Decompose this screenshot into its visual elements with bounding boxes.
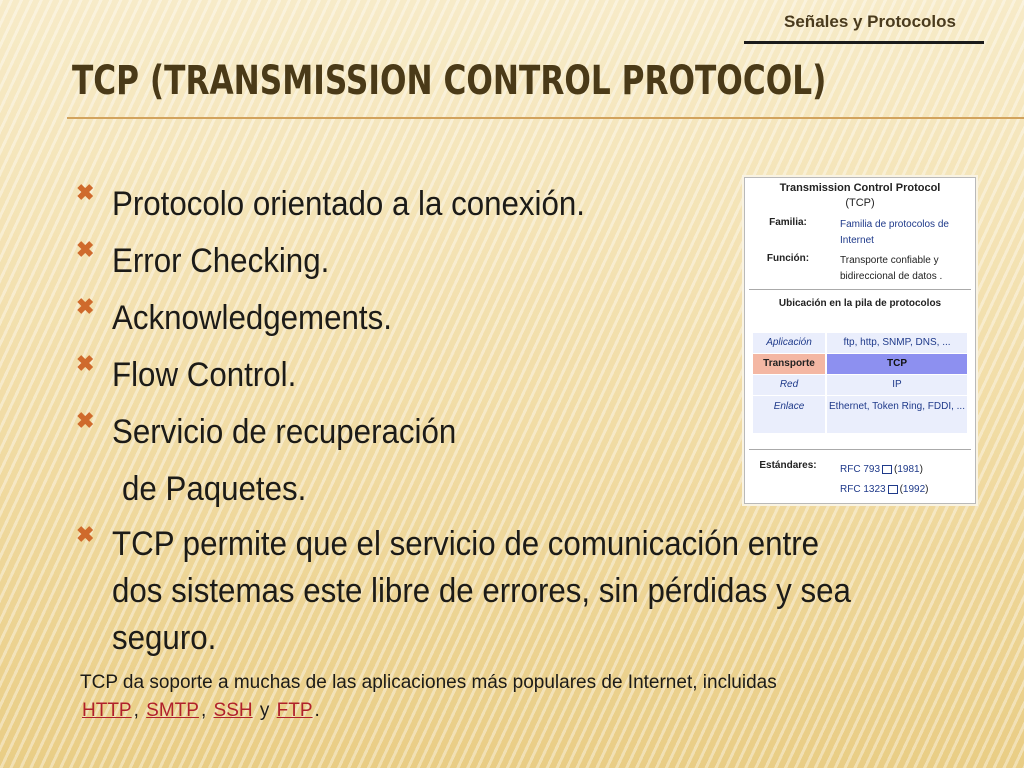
- rfc-link[interactable]: RFC 1323: [840, 484, 886, 495]
- link-ftp[interactable]: FTP: [276, 700, 313, 721]
- bullet-text: Protocolo orientado a la conexión.: [112, 185, 585, 223]
- funcion-label: Función:: [766, 253, 810, 264]
- footnote-sep: ,: [200, 700, 207, 721]
- list-item: [76, 518, 906, 662]
- stack-protocols[interactable]: IP: [827, 375, 967, 395]
- stack-protocols[interactable]: Ethernet, Token Ring, FDDI, ...: [827, 396, 967, 433]
- rfc-year[interactable]: 1992: [902, 484, 926, 495]
- protocol-stack: [753, 333, 967, 434]
- familia-value[interactable]: Familia de protocolos de Internet: [840, 219, 949, 246]
- bullet-text: Acknowledgements.: [112, 299, 392, 337]
- rfc-link[interactable]: RFC 793: [840, 464, 881, 475]
- footnote-text: TCP da soporte a muchas de las aplicaciones más populares de Internet, incluidas: [80, 672, 777, 693]
- footnote-conj: y: [259, 700, 270, 721]
- infobox-subtitle: (TCP): [845, 197, 875, 209]
- infobox-funcion-row: [745, 247, 975, 283]
- infobox-divider: [749, 289, 971, 290]
- x-mark-icon: ✖: [76, 351, 95, 376]
- slide-title: TCP (TRANSMISSION CONTROL PROTOCOL): [72, 58, 827, 104]
- standards-label: Estándares:: [759, 460, 817, 471]
- link-smtp[interactable]: SMTP: [146, 700, 199, 721]
- stack-layer[interactable]: Aplicación: [753, 333, 825, 353]
- standards-value: RFC 793 (1981) RFC 1323 (1992): [840, 464, 929, 495]
- x-mark-icon: ✖: [76, 408, 95, 433]
- infobox-familia-row: [745, 211, 975, 247]
- x-mark-icon: ✖: [76, 180, 95, 205]
- stack-protocols[interactable]: ftp, http, SNMP, DNS, ...: [827, 333, 967, 353]
- stack-row: [753, 333, 967, 353]
- familia-label: Familia:: [769, 217, 807, 228]
- stack-protocols: TCP: [827, 354, 967, 374]
- stack-row: [753, 354, 967, 374]
- header-underline: [744, 41, 984, 44]
- bullet-text: Flow Control.: [112, 356, 297, 394]
- stack-layer: Transporte: [753, 354, 825, 374]
- x-mark-icon: ✖: [76, 237, 95, 262]
- stack-row: [753, 375, 967, 395]
- bullet-text: TCP permite que el servicio de comunicación entre dos sistemas este libre de errores, sin pérdidas y sea seguro.: [112, 525, 851, 657]
- link-ssh[interactable]: SSH: [213, 700, 253, 721]
- stack-layer[interactable]: Enlace: [753, 396, 825, 433]
- footnote-end: .: [314, 700, 320, 721]
- bullet-text: Error Checking.: [112, 242, 330, 280]
- external-link-icon: [882, 465, 892, 474]
- title-rule: [67, 117, 1024, 119]
- stack-layer[interactable]: Red: [753, 375, 825, 395]
- header-tag: Señales y Protocolos: [784, 12, 956, 31]
- infobox-title: [745, 178, 975, 211]
- infobox-title-text: Transmission Control Protocol: [779, 182, 941, 194]
- stack-row: [753, 396, 967, 433]
- link-http[interactable]: HTTP: [82, 700, 132, 721]
- bullet-text: de Paquetes.: [122, 470, 307, 508]
- x-mark-icon: ✖: [76, 294, 95, 319]
- external-link-icon: [888, 485, 898, 494]
- footnote-sep: ,: [133, 700, 139, 721]
- x-mark-icon: ✖: [76, 522, 95, 547]
- funcion-value: Transporte confiable y bidireccional de datos .: [840, 255, 943, 282]
- tcp-infobox: [744, 177, 976, 504]
- infobox-divider: [749, 449, 971, 450]
- stack-title: Ubicación en la pila de protocolos: [778, 298, 942, 309]
- bullet-text: Servicio de recuperación: [112, 413, 457, 451]
- rfc-year[interactable]: 1981: [897, 464, 920, 475]
- footnote: [80, 669, 900, 725]
